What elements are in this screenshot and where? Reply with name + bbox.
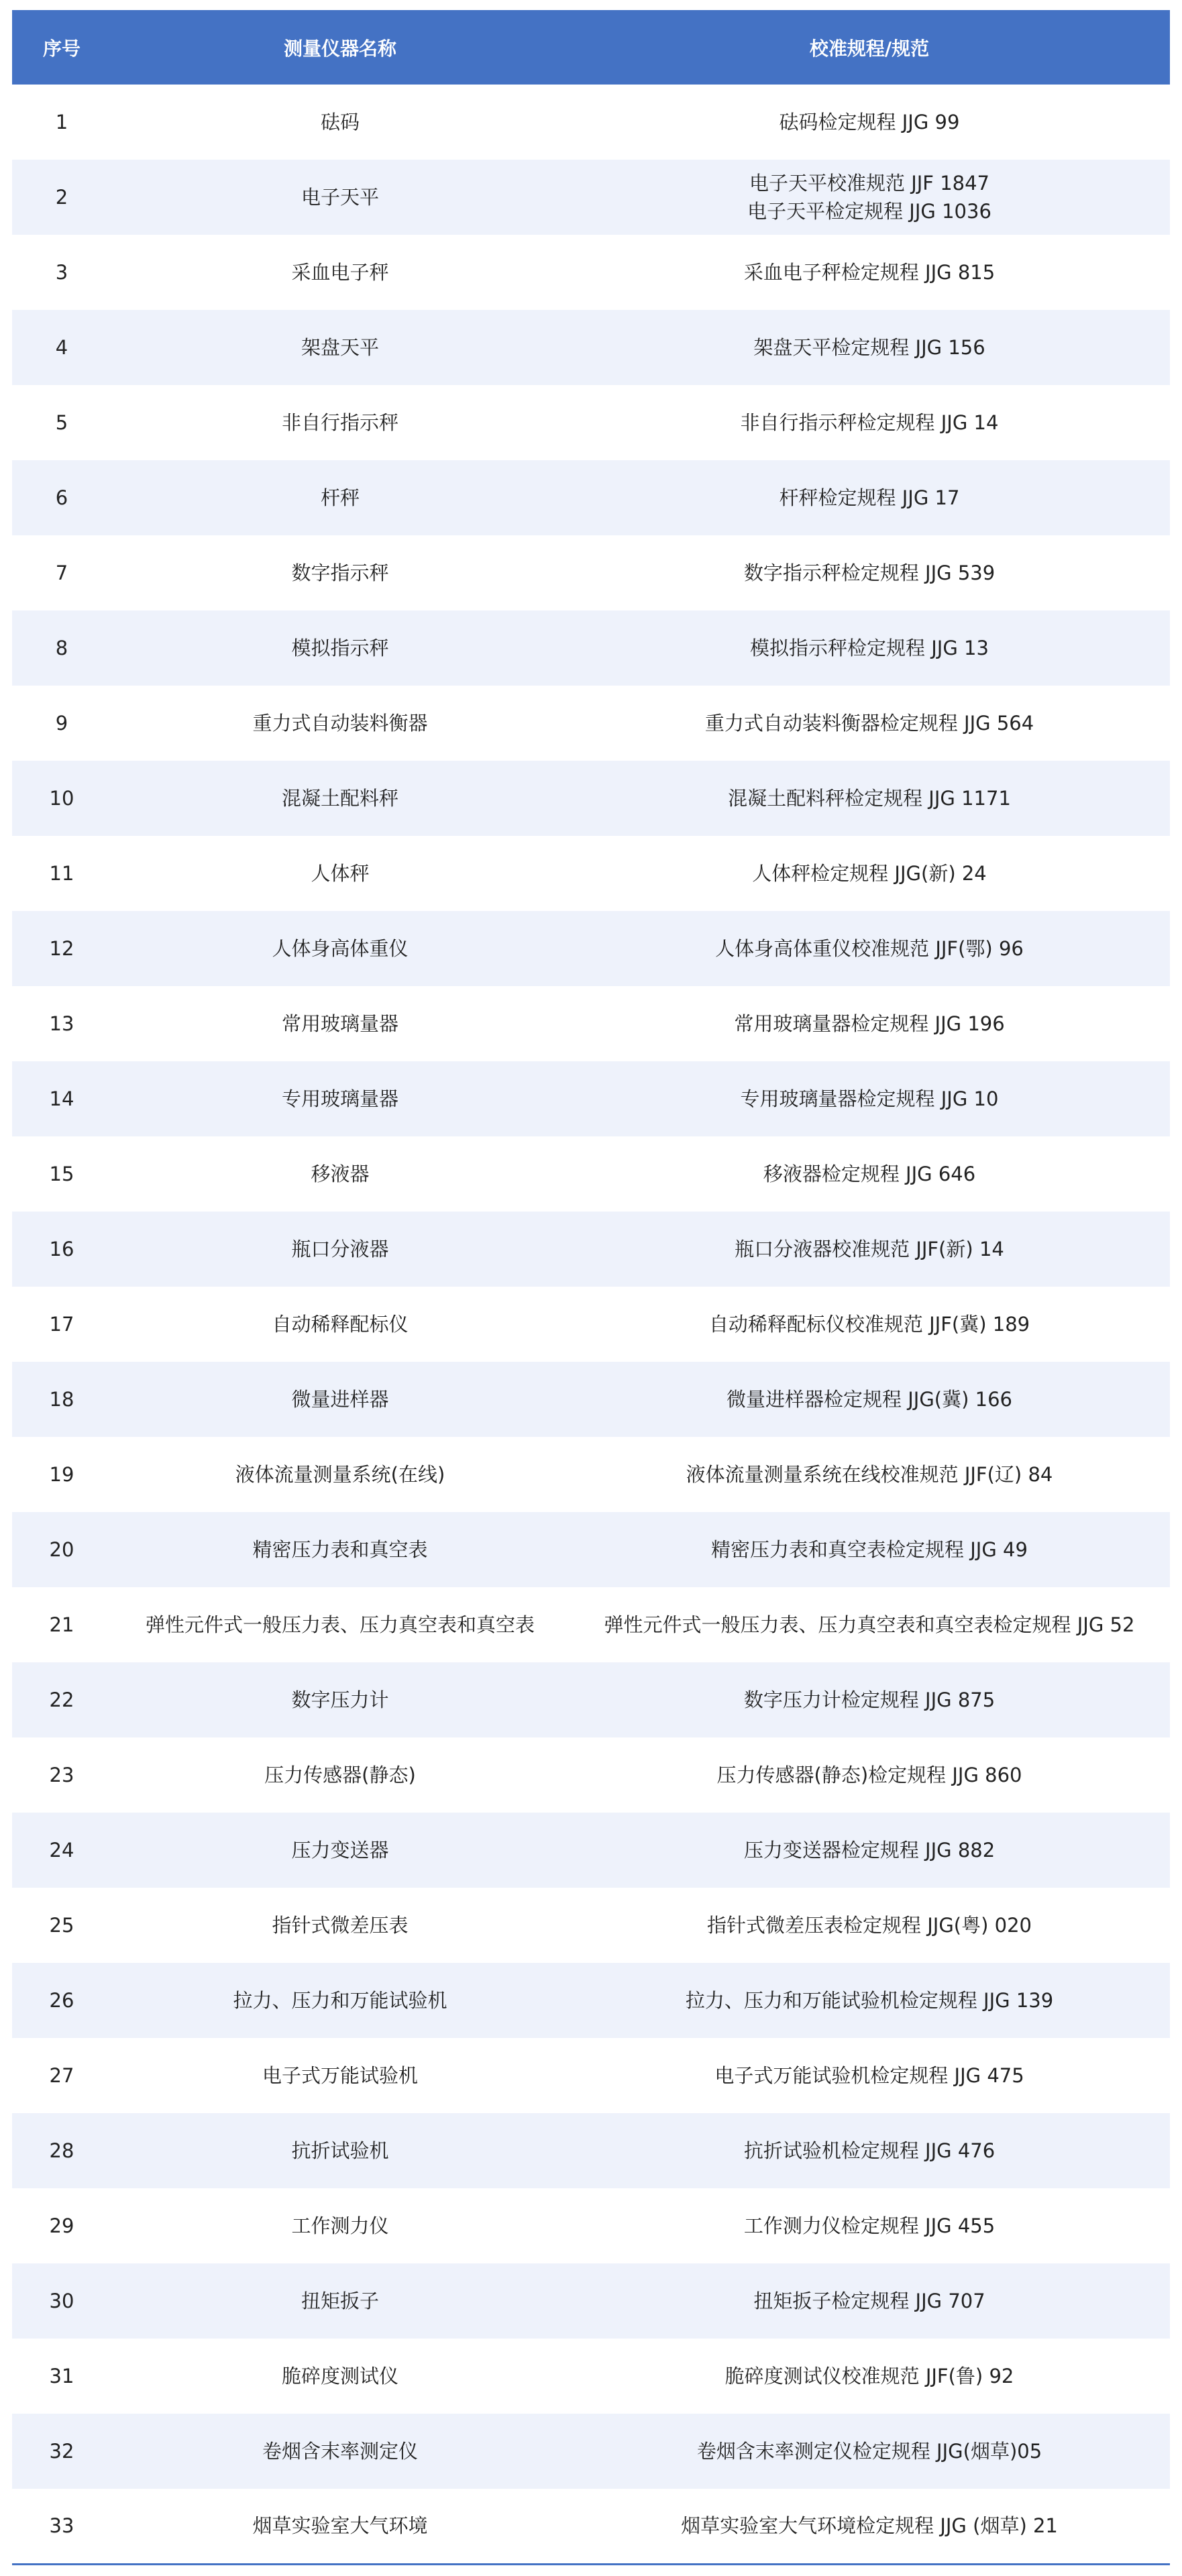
row-calibration-standard	[569, 1813, 1170, 1888]
row-instrument-name: 人体身高体重仪	[111, 911, 569, 986]
table-row	[12, 160, 1170, 235]
table-row	[12, 686, 1170, 761]
row-calibration-standard	[569, 761, 1170, 836]
row-calibration-standard	[569, 2339, 1170, 2414]
row-serial-number: 16	[12, 1212, 111, 1287]
table-row	[12, 1587, 1170, 1662]
row-instrument-name: 人体秤	[311, 862, 370, 885]
standard-code: 架盘天平检定规程 JJG 156	[753, 336, 985, 359]
row-serial-number: 6	[12, 460, 111, 535]
row-calibration-standard	[569, 1362, 1170, 1437]
standard-code: 压力传感器(静态)检定规程 JJG 860	[716, 1764, 1022, 1786]
standard-code: 混凝土配料秤检定规程 JJG 1171	[728, 787, 1011, 810]
row-calibration-standard	[569, 1212, 1170, 1287]
row-serial-number: 23	[49, 1764, 74, 1786]
table-row	[12, 1437, 1170, 1512]
row-calibration-standard	[569, 2188, 1170, 2263]
row-serial-number: 22	[12, 1662, 111, 1737]
standard-code: 常用玻璃量器检定规程 JJG 196	[734, 1012, 1005, 1035]
row-serial-number: 31	[49, 2365, 74, 2387]
row-serial-number: 29	[49, 2214, 74, 2237]
table-row	[12, 1212, 1170, 1287]
row-instrument-name: 抗折试验机	[111, 2113, 569, 2188]
table-row	[12, 1362, 1170, 1437]
row-instrument-name: 电子天平	[111, 160, 569, 235]
row-serial-number: 21	[49, 1613, 74, 1636]
row-calibration-standard	[569, 385, 1170, 460]
standard-code: 液体流量测量系统在线校准规范 JJF(辽) 84	[686, 1463, 1053, 1486]
table-row	[12, 85, 1170, 160]
standard-code: 电子式万能试验机检定规程 JJG 475	[714, 2064, 1024, 2087]
row-calibration-standard	[569, 2113, 1170, 2188]
row-serial-number: 1	[55, 111, 68, 133]
row-instrument-name: 模拟指示秤	[111, 610, 569, 686]
standard-code: 扭矩扳子检定规程 JJG 707	[753, 2290, 985, 2312]
table-row	[12, 761, 1170, 836]
row-calibration-standard	[569, 1136, 1170, 1212]
table-row	[12, 836, 1170, 911]
table-row	[12, 2113, 1170, 2188]
standard-code: 电子天平校准规范 JJF 1847	[749, 172, 990, 195]
row-serial-number: 32	[12, 2414, 111, 2489]
row-instrument-name: 指针式微差压表	[272, 1914, 409, 1937]
standard-code: 瓶口分液器校准规范 JJF(新) 14	[735, 1238, 1004, 1260]
row-calibration-standard	[569, 85, 1170, 160]
table-row	[12, 911, 1170, 986]
row-serial-number: 25	[49, 1914, 74, 1937]
row-instrument-name: 脆碎度测试仪	[281, 2365, 398, 2387]
row-instrument-name: 专用玻璃量器	[111, 1061, 569, 1136]
row-instrument-name: 电子式万能试验机	[262, 2064, 418, 2087]
row-calibration-standard	[569, 235, 1170, 310]
row-serial-number: 3	[55, 261, 68, 284]
row-calibration-standard	[569, 1437, 1170, 1512]
row-calibration-standard	[569, 686, 1170, 761]
header-row	[12, 10, 1170, 85]
row-serial-number: 17	[49, 1313, 74, 1336]
table-row	[12, 2489, 1170, 2564]
row-serial-number: 2	[12, 160, 111, 235]
row-calibration-standard	[569, 1963, 1170, 2038]
standard-code: 抗折试验机检定规程 JJG 476	[743, 2139, 996, 2162]
row-serial-number: 8	[12, 610, 111, 686]
table-body	[12, 85, 1170, 2564]
header-serial-number: 序号	[12, 10, 111, 85]
table-row	[12, 1287, 1170, 1362]
standard-code: 自动稀释配标仪校准规范 JJF(冀) 189	[708, 1313, 1030, 1336]
row-instrument-name: 数字指示秤	[291, 561, 389, 584]
row-serial-number: 26	[12, 1963, 111, 2038]
row-serial-number: 24	[12, 1813, 111, 1888]
table-row	[12, 310, 1170, 385]
row-instrument-name: 精密压力表和真空表	[111, 1512, 569, 1587]
table-row	[12, 1512, 1170, 1587]
row-instrument-name: 移液器	[311, 1163, 370, 1185]
table-row	[12, 1662, 1170, 1737]
row-instrument-name: 压力变送器	[111, 1813, 569, 1888]
row-instrument-name: 微量进样器	[111, 1362, 569, 1437]
table-row	[12, 610, 1170, 686]
row-instrument-name: 非自行指示秤	[281, 411, 398, 434]
standard-code: 杆秤检定规程 JJG 17	[779, 486, 960, 509]
row-instrument-name: 液体流量测量系统(在线)	[235, 1463, 445, 1486]
standard-code: 电子天平检定规程 JJG 1036	[747, 200, 991, 223]
standard-code: 工作测力仪检定规程 JJG 455	[743, 2214, 996, 2237]
row-serial-number: 12	[12, 911, 111, 986]
row-calibration-standard	[569, 2038, 1170, 2113]
header-instrument-name: 测量仪器名称	[111, 10, 569, 85]
standard-code: 移液器检定规程 JJG 646	[763, 1163, 976, 1185]
row-serial-number: 7	[55, 561, 68, 584]
row-instrument-name: 数字压力计	[111, 1662, 569, 1737]
row-calibration-standard	[569, 1587, 1170, 1662]
row-instrument-name: 采血电子秤	[291, 261, 389, 284]
row-serial-number: 27	[49, 2064, 74, 2087]
row-calibration-standard	[569, 2263, 1170, 2339]
row-instrument-name: 杆秤	[111, 460, 569, 535]
table-row	[12, 2038, 1170, 2113]
row-instrument-name: 弹性元件式一般压力表、压力真空表和真空表	[145, 1613, 535, 1636]
standard-code: 模拟指示秤检定规程 JJG 13	[750, 637, 989, 659]
table-row	[12, 2263, 1170, 2339]
calibration-table-container	[12, 10, 1170, 2565]
table-row	[12, 1136, 1170, 1212]
row-serial-number: 18	[12, 1362, 111, 1437]
row-instrument-name: 瓶口分液器	[111, 1212, 569, 1287]
standard-code: 人体身高体重仪校准规范 JJF(鄂) 96	[715, 937, 1024, 960]
row-serial-number: 4	[12, 310, 111, 385]
table-row	[12, 2188, 1170, 2263]
row-instrument-name: 拉力、压力和万能试验机	[111, 1963, 569, 2038]
row-calibration-standard	[569, 1287, 1170, 1362]
standard-code: 脆碎度测试仪校准规范 JJF(鲁) 92	[724, 2365, 1014, 2387]
row-instrument-name: 工作测力仪	[291, 2214, 389, 2237]
row-instrument-name: 架盘天平	[111, 310, 569, 385]
table-row	[12, 460, 1170, 535]
row-calibration-standard	[569, 460, 1170, 535]
standard-code: 拉力、压力和万能试验机检定规程 JJG 139	[685, 1989, 1054, 2012]
row-serial-number: 28	[12, 2113, 111, 2188]
row-serial-number: 10	[12, 761, 111, 836]
standard-code: 烟草实验室大气环境检定规程 JJG (烟草) 21	[681, 2514, 1058, 2538]
row-instrument-name: 混凝土配料秤	[111, 761, 569, 836]
row-serial-number: 11	[49, 862, 74, 885]
row-calibration-standard	[569, 160, 1170, 235]
row-calibration-standard	[569, 986, 1170, 1061]
row-calibration-standard	[569, 1888, 1170, 1963]
row-instrument-name: 扭矩扳子	[111, 2263, 569, 2339]
row-serial-number: 15	[49, 1163, 74, 1185]
calibration-table	[12, 10, 1170, 2565]
row-serial-number: 33	[12, 2489, 111, 2564]
standard-code: 压力变送器检定规程 JJG 882	[743, 1839, 996, 1862]
row-serial-number: 5	[55, 411, 68, 434]
table-row	[12, 235, 1170, 310]
standard-code: 人体秤检定规程 JJG(新) 24	[752, 862, 987, 885]
standard-code: 数字压力计检定规程 JJG 875	[743, 1688, 996, 1711]
row-calibration-standard	[569, 535, 1170, 610]
standard-code: 弹性元件式一般压力表、压力真空表和真空表检定规程 JJG 52	[604, 1613, 1135, 1636]
table-row	[12, 2414, 1170, 2489]
row-serial-number: 30	[12, 2263, 111, 2339]
table-row	[12, 385, 1170, 460]
standard-code: 微量进样器检定规程 JJG(冀) 166	[727, 1388, 1012, 1411]
row-instrument-name: 砝码	[320, 111, 360, 133]
row-instrument-name: 常用玻璃量器	[281, 1012, 398, 1035]
standard-code: 重力式自动装料衡器检定规程 JJG 564	[704, 712, 1034, 735]
standard-code: 指针式微差压表检定规程 JJG(粤) 020	[707, 1914, 1032, 1937]
row-serial-number: 19	[49, 1463, 74, 1486]
row-serial-number: 13	[49, 1012, 74, 1035]
row-calibration-standard	[569, 911, 1170, 986]
table-row	[12, 986, 1170, 1061]
row-serial-number: 14	[12, 1061, 111, 1136]
row-calibration-standard	[569, 1512, 1170, 1587]
row-calibration-standard	[569, 2414, 1170, 2489]
table-row	[12, 535, 1170, 610]
standard-code: 非自行指示秤检定规程 JJG 14	[740, 411, 999, 434]
table-row	[12, 1963, 1170, 2038]
row-calibration-standard	[569, 1737, 1170, 1813]
row-calibration-standard	[569, 610, 1170, 686]
row-instrument-name: 重力式自动装料衡器	[252, 712, 428, 735]
row-calibration-standard	[569, 1662, 1170, 1737]
row-instrument-name: 烟草实验室大气环境	[111, 2489, 569, 2564]
row-serial-number: 20	[12, 1512, 111, 1587]
standard-code: 数字指示秤检定规程 JJG 539	[743, 561, 996, 584]
table-row	[12, 1061, 1170, 1136]
row-calibration-standard	[569, 836, 1170, 911]
standard-code: 采血电子秤检定规程 JJG 815	[743, 261, 996, 284]
row-calibration-standard	[569, 2489, 1170, 2564]
table-row	[12, 1813, 1170, 1888]
row-serial-number: 9	[55, 712, 68, 735]
row-calibration-standard	[569, 310, 1170, 385]
table-row	[12, 1737, 1170, 1813]
standard-code: 专用玻璃量器检定规程 JJG 10	[740, 1087, 999, 1110]
row-instrument-name: 自动稀释配标仪	[272, 1313, 409, 1336]
standard-code: 卷烟含末率测定仪检定规程 JJG(烟草)05	[696, 2440, 1042, 2463]
standard-code: 精密压力表和真空表检定规程 JJG 49	[711, 1538, 1028, 1561]
header-calibration-standard: 校准规程/规范	[569, 10, 1170, 85]
row-instrument-name: 压力传感器(静态)	[264, 1764, 416, 1786]
standard-code: 砝码检定规程 JJG 99	[779, 111, 960, 133]
row-instrument-name: 卷烟含末率测定仪	[111, 2414, 569, 2489]
table-row	[12, 1888, 1170, 1963]
table-header	[12, 10, 1170, 85]
table-row	[12, 2339, 1170, 2414]
row-calibration-standard	[569, 1061, 1170, 1136]
